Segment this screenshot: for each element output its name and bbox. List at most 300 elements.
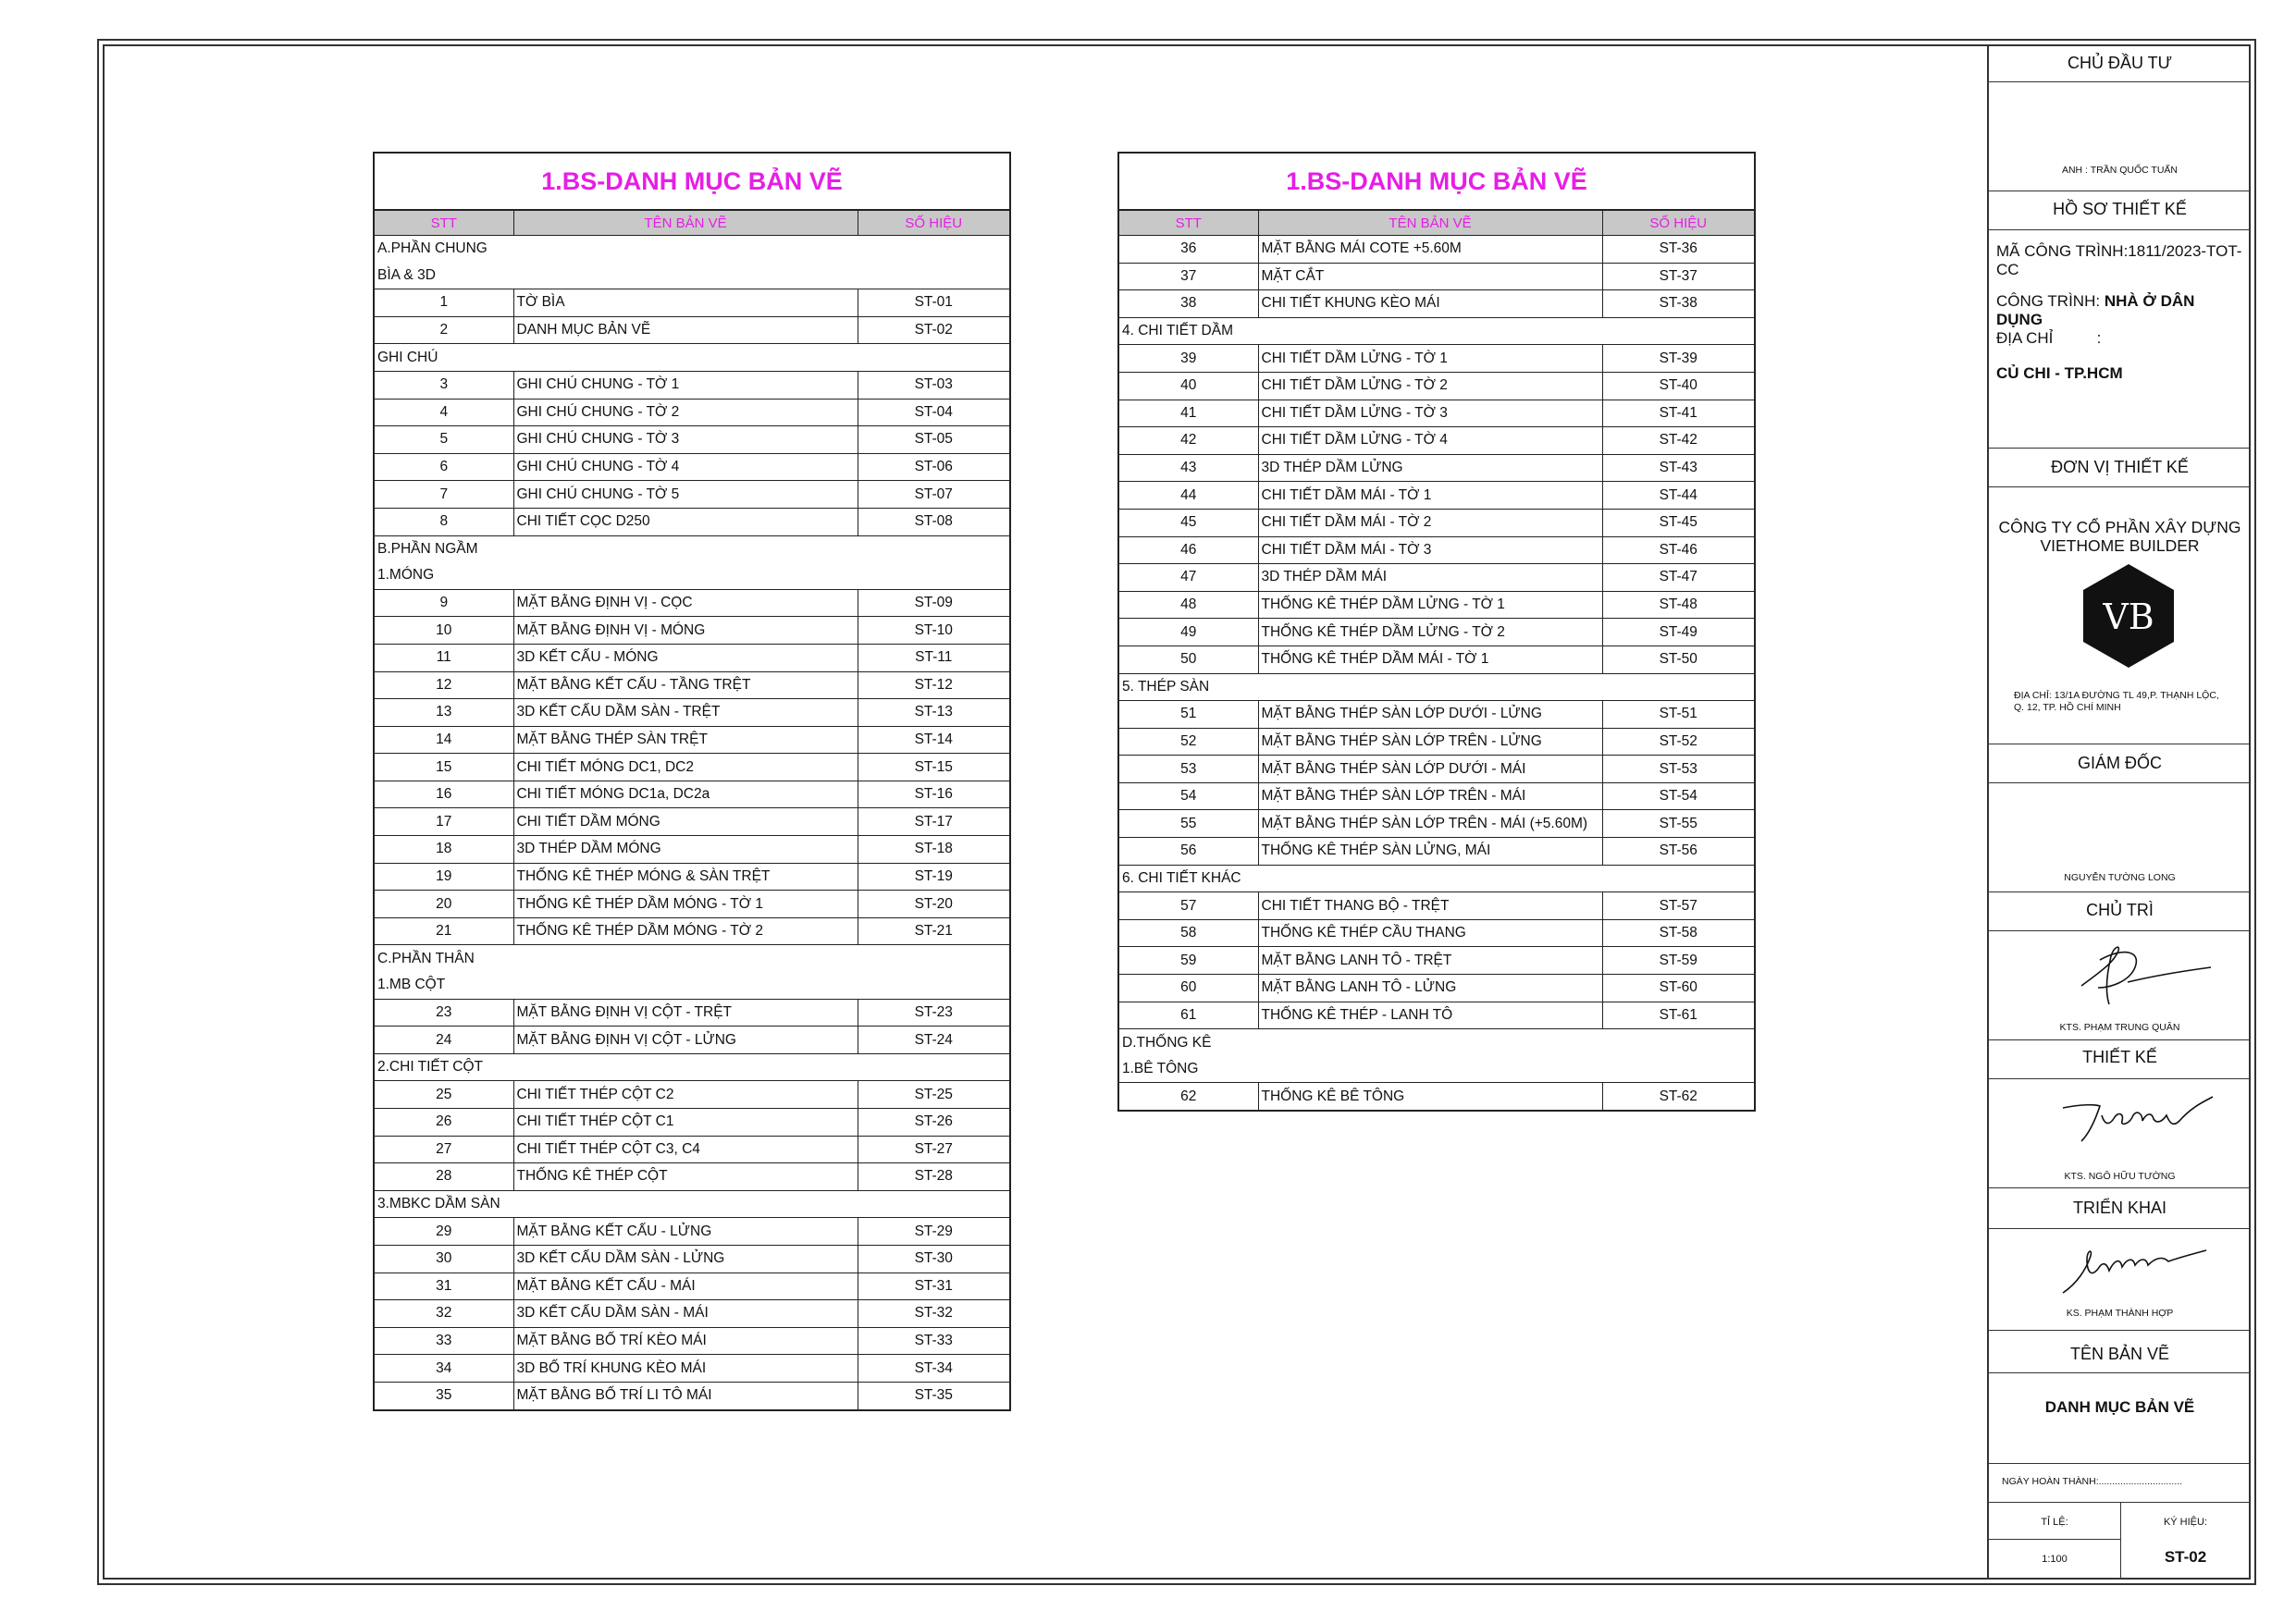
row-name: THỐNG KÊ THÉP DẦM MÓNG - TỜ 1 <box>513 891 858 918</box>
section-label: D.THỐNG KÊ <box>1119 1029 1754 1056</box>
row-name: MẶT BẰNG BỐ TRÍ LI TÔ MÁI <box>513 1382 858 1408</box>
row-name: THỐNG KÊ THÉP DẦM MÓNG - TỜ 2 <box>513 917 858 945</box>
row-code: ST-11 <box>858 644 1009 671</box>
row-code: ST-57 <box>1602 892 1754 920</box>
table-row <box>375 316 1009 344</box>
section-label: 1.MB CỘT <box>377 977 446 993</box>
table-row <box>375 1327 1009 1355</box>
row-code: ST-48 <box>1602 591 1754 619</box>
row-code: ST-16 <box>858 781 1009 808</box>
company-address <box>1989 690 2251 714</box>
row-stt: 49 <box>1119 619 1258 646</box>
company-address-line-1: ĐỊA CHỈ: 13/1A ĐƯỜNG TL 49,P. THẠNH LỘC, <box>2014 690 2219 701</box>
row-code: ST-28 <box>858 1163 1009 1191</box>
deploy-signature-icon <box>2054 1237 2220 1302</box>
row-name: THỐNG KÊ THÉP DẦM LỬNG - TỜ 2 <box>1258 619 1602 646</box>
row-stt: 43 <box>1119 454 1258 482</box>
row-name: 3D THÉP DẦM MÓNG <box>513 836 858 864</box>
row-name: THỐNG KÊ BÊ TÔNG <box>1258 1083 1602 1110</box>
row-stt: 35 <box>375 1382 513 1408</box>
designer-name: KTS. NGÔ HỮU TƯỜNG <box>2064 1171 2176 1182</box>
row-name: GHI CHÚ CHUNG - TỜ 5 <box>513 481 858 509</box>
drawing-list-body <box>1119 236 1754 1111</box>
section-label: 5. THÉP SÀN <box>1119 673 1754 701</box>
table-row <box>375 781 1009 808</box>
row-code: ST-56 <box>1602 838 1754 866</box>
table-row <box>375 1382 1009 1408</box>
row-stt: 53 <box>1119 756 1258 783</box>
row-stt: 58 <box>1119 919 1258 947</box>
row-stt: 44 <box>1119 482 1258 510</box>
row-stt: 24 <box>375 1027 513 1054</box>
row-stt: 23 <box>375 999 513 1027</box>
column-header-code: SỐ HIỆU <box>858 211 1009 236</box>
section-row <box>1119 317 1754 345</box>
table-row <box>375 481 1009 509</box>
row-stt: 19 <box>375 863 513 891</box>
section-label: 3.MBKC DẦM SÀN <box>375 1190 1009 1218</box>
row-name: MẶT BẰNG KẾT CẤU - MÁI <box>513 1273 858 1300</box>
table-row <box>1119 345 1754 373</box>
row-stt: 40 <box>1119 372 1258 400</box>
row-stt: 28 <box>375 1163 513 1191</box>
row-code: ST-13 <box>858 699 1009 727</box>
row-name: MẶT BẰNG BỐ TRÍ KÈO MÁI <box>513 1327 858 1355</box>
table-row <box>1119 1083 1754 1110</box>
row-name: MẶT BẰNG THÉP SÀN TRỆT <box>513 726 858 754</box>
table-row <box>375 999 1009 1027</box>
row-code: ST-60 <box>1602 975 1754 1002</box>
row-stt: 21 <box>375 917 513 945</box>
row-code: ST-12 <box>858 671 1009 699</box>
row-name: MẶT BẰNG THÉP SÀN LỚP DƯỚI - LỬNG <box>1258 701 1602 729</box>
company-line-1: CÔNG TY CỔ PHẦN XÂY DỰNG <box>1998 518 2241 536</box>
table-row <box>375 617 1009 645</box>
section-row <box>375 344 1009 372</box>
completion-date: NGÀY HOÀN THÀNH:............................... <box>2002 1476 2183 1487</box>
row-code: ST-33 <box>858 1327 1009 1355</box>
row-name: TỜ BÌA <box>513 289 858 317</box>
row-name: MẶT BẰNG LANH TÔ - LỬNG <box>1258 975 1602 1002</box>
row-code: ST-54 <box>1602 782 1754 810</box>
row-stt: 18 <box>375 836 513 864</box>
row-name: MẶT BẰNG ĐỊNH VỊ CỘT - TRỆT <box>513 999 858 1027</box>
row-code: ST-23 <box>858 999 1009 1027</box>
table-row <box>1119 810 1754 838</box>
row-code: ST-27 <box>858 1136 1009 1163</box>
row-code: ST-32 <box>858 1300 1009 1328</box>
row-code: ST-51 <box>1602 701 1754 729</box>
design-unit-header: ĐƠN VỊ THIẾT KẾ <box>2051 458 2189 476</box>
row-stt: 33 <box>375 1327 513 1355</box>
table-row <box>1119 975 1754 1002</box>
row-stt: 15 <box>375 754 513 781</box>
table-row <box>375 1109 1009 1137</box>
table-row <box>1119 427 1754 455</box>
table-row <box>1119 756 1754 783</box>
drawing-list-table <box>1119 211 1754 1110</box>
lead-header: CHỦ TRÌ <box>2086 901 2154 919</box>
row-code: ST-47 <box>1602 564 1754 592</box>
table-row <box>375 1163 1009 1191</box>
row-stt: 45 <box>1119 509 1258 536</box>
table-row <box>1119 838 1754 866</box>
row-name: GHI CHÚ CHUNG - TỜ 1 <box>513 371 858 399</box>
scale-label: TỈ LỆ: <box>2041 1517 2068 1528</box>
section-row <box>1119 1056 1754 1083</box>
row-name: MẶT BẰNG KẾT CẤU - LỬNG <box>513 1218 858 1246</box>
drawing-list-title: 1.BS-DANH MỤC BẢN VẼ <box>375 154 1009 211</box>
table-row <box>375 1245 1009 1273</box>
row-stt: 10 <box>375 617 513 645</box>
row-code: ST-52 <box>1602 728 1754 756</box>
section-label: 6. CHI TIẾT KHÁC <box>1119 865 1754 892</box>
title-block <box>1987 44 2251 1580</box>
project-label: CÔNG TRÌNH: <box>1996 292 2101 310</box>
row-code: ST-07 <box>858 481 1009 509</box>
row-code: ST-46 <box>1602 536 1754 564</box>
row-code: ST-49 <box>1602 619 1754 646</box>
row-stt: 16 <box>375 781 513 808</box>
row-stt: 27 <box>375 1136 513 1163</box>
row-stt: 36 <box>1119 236 1258 264</box>
drawing-list-right <box>1117 152 1756 1112</box>
row-name: MẶT BẰNG THÉP SÀN LỚP DƯỚI - MÁI <box>1258 756 1602 783</box>
drawing-list-left <box>373 152 1011 1411</box>
table-row <box>375 671 1009 699</box>
row-code: ST-53 <box>1602 756 1754 783</box>
row-code: ST-20 <box>858 891 1009 918</box>
drawing-name: DANH MỤC BẢN VẼ <box>2044 1398 2195 1416</box>
table-row <box>375 1081 1009 1109</box>
section-row <box>1119 673 1754 701</box>
director-header: GIÁM ĐỐC <box>2077 754 2162 772</box>
row-name: DANH MỤC BẢN VẼ <box>513 316 858 344</box>
table-row <box>375 453 1009 481</box>
row-name: CHI TIẾT THÉP CỘT C2 <box>513 1081 858 1109</box>
row-code: ST-31 <box>858 1273 1009 1300</box>
table-row <box>1119 646 1754 673</box>
table-row <box>375 508 1009 535</box>
row-code: ST-61 <box>1602 1002 1754 1029</box>
row-name: MẶT BẰNG ĐỊNH VỊ - CỌC <box>513 589 858 617</box>
row-name: THỐNG KÊ THÉP CẦU THANG <box>1258 919 1602 947</box>
row-name: GHI CHÚ CHUNG - TỜ 2 <box>513 399 858 426</box>
designer-signature-icon <box>2054 1088 2220 1152</box>
row-name: 3D KẾT CẤU DẦM SÀN - TRỆT <box>513 699 858 727</box>
table-row <box>1119 536 1754 564</box>
project-code: MÃ CÔNG TRÌNH:1811/2023-TOT-CC <box>1996 242 2242 278</box>
row-name: MẶT BẰNG KẾT CẤU - TẦNG TRỆT <box>513 671 858 699</box>
row-code: ST-04 <box>858 399 1009 426</box>
drawing-list-table <box>375 211 1009 1409</box>
row-stt: 5 <box>375 426 513 454</box>
row-stt: 1 <box>375 289 513 317</box>
table-row <box>1119 454 1754 482</box>
table-row <box>1119 782 1754 810</box>
table-row <box>375 399 1009 426</box>
row-stt: 61 <box>1119 1002 1258 1029</box>
row-code: ST-02 <box>858 316 1009 344</box>
row-name: MẶT BẰNG ĐỊNH VỊ - MÓNG <box>513 617 858 645</box>
row-code: ST-62 <box>1602 1083 1754 1110</box>
row-name: MẶT BẰNG MÁI COTE +5.60M <box>1258 236 1602 264</box>
owner-header: CHỦ ĐẦU TƯ <box>2067 54 2173 72</box>
row-stt: 7 <box>375 481 513 509</box>
row-stt: 38 <box>1119 290 1258 318</box>
row-code: ST-15 <box>858 754 1009 781</box>
table-row <box>1119 591 1754 619</box>
row-code: ST-05 <box>858 426 1009 454</box>
row-stt: 42 <box>1119 427 1258 455</box>
row-stt: 34 <box>375 1355 513 1383</box>
row-stt: 54 <box>1119 782 1258 810</box>
table-row <box>1119 400 1754 427</box>
table-row <box>1119 919 1754 947</box>
table-row <box>1119 1002 1754 1029</box>
row-name: CHI TIẾT DẦM LỬNG - TỜ 3 <box>1258 400 1602 427</box>
row-stt: 26 <box>375 1109 513 1137</box>
section-label: BÌA & 3D <box>377 266 436 283</box>
column-header-name: TÊN BẢN VẼ <box>1258 211 1602 236</box>
row-stt: 6 <box>375 453 513 481</box>
row-name: 3D KẾT CẤU - MÓNG <box>513 644 858 671</box>
row-name: 3D KẾT CẤU DẦM SÀN - LỬNG <box>513 1245 858 1273</box>
row-stt: 55 <box>1119 810 1258 838</box>
row-name: CHI TIẾT THÉP CỘT C1 <box>513 1109 858 1137</box>
table-row <box>375 644 1009 671</box>
row-name: CHI TIẾT KHUNG KÈO MÁI <box>1258 290 1602 318</box>
row-code: ST-37 <box>1602 263 1754 290</box>
section-row <box>1119 865 1754 892</box>
company-name <box>1989 518 2251 555</box>
row-stt: 52 <box>1119 728 1258 756</box>
owner-name: ANH : TRẦN QUỐC TUẤN <box>2061 165 2179 176</box>
row-code: ST-41 <box>1602 400 1754 427</box>
row-name: 3D KẾT CẤU DẦM SÀN - MÁI <box>513 1300 858 1328</box>
row-code: ST-42 <box>1602 427 1754 455</box>
row-name: CHI TIẾT DẦM LỬNG - TỜ 1 <box>1258 345 1602 373</box>
row-stt: 3 <box>375 371 513 399</box>
row-name: MẶT BẰNG LANH TÔ - TRỆT <box>1258 947 1602 975</box>
table-row <box>1119 482 1754 510</box>
project-line <box>1989 292 2251 329</box>
row-code: ST-17 <box>858 808 1009 836</box>
drawing-name-header: TÊN BẢN VẼ <box>2069 1345 2170 1363</box>
row-stt: 50 <box>1119 646 1258 673</box>
deploy-header: TRIỂN KHAI <box>2072 1199 2166 1217</box>
column-header-stt: STT <box>1119 211 1258 236</box>
row-code: ST-38 <box>1602 290 1754 318</box>
table-row <box>375 1273 1009 1300</box>
column-header-name: TÊN BẢN VẼ <box>513 211 858 236</box>
row-name: 3D THÉP DẦM LỬNG <box>1258 454 1602 482</box>
row-stt: 9 <box>375 589 513 617</box>
row-stt: 31 <box>375 1273 513 1300</box>
table-row <box>1119 263 1754 290</box>
table-row <box>375 754 1009 781</box>
row-stt: 14 <box>375 726 513 754</box>
row-code: ST-09 <box>858 589 1009 617</box>
row-stt: 32 <box>375 1300 513 1328</box>
row-name: CHI TIẾT DẦM LỬNG - TỜ 4 <box>1258 427 1602 455</box>
row-name: CHI TIẾT DẦM MÓNG <box>513 808 858 836</box>
row-stt: 56 <box>1119 838 1258 866</box>
table-row <box>375 1027 1009 1054</box>
table-row <box>375 891 1009 918</box>
row-name: MẶT BẰNG THÉP SÀN LỚP TRÊN - LỬNG <box>1258 728 1602 756</box>
table-row <box>375 699 1009 727</box>
row-code: ST-50 <box>1602 646 1754 673</box>
row-name: THỐNG KÊ THÉP CỘT <box>513 1163 858 1191</box>
section-label: 1.BÊ TÔNG <box>1122 1061 1199 1077</box>
row-name: THỐNG KÊ THÉP - LANH TÔ <box>1258 1002 1602 1029</box>
row-stt: 57 <box>1119 892 1258 920</box>
section-row <box>375 945 1009 972</box>
row-stt: 30 <box>375 1245 513 1273</box>
row-stt: 25 <box>375 1081 513 1109</box>
company-address-line-2: Q. 12, TP. HỒ CHÍ MINH <box>2014 702 2121 713</box>
director-name: NGUYỄN TƯỜNG LONG <box>2064 872 2176 883</box>
table-row <box>375 1300 1009 1328</box>
row-code: ST-30 <box>858 1245 1009 1273</box>
row-stt: 60 <box>1119 975 1258 1002</box>
table-row <box>375 808 1009 836</box>
table-row <box>375 589 1009 617</box>
row-stt: 29 <box>375 1218 513 1246</box>
row-code: ST-45 <box>1602 509 1754 536</box>
section-row <box>375 263 1009 289</box>
row-code: ST-18 <box>858 836 1009 864</box>
section-row <box>1119 1029 1754 1056</box>
row-name: THỐNG KÊ THÉP MÓNG & SÀN TRỆT <box>513 863 858 891</box>
scale-value: 1:100 <box>2042 1554 2068 1565</box>
row-name: MẶT CẮT <box>1258 263 1602 290</box>
table-row <box>1119 236 1754 264</box>
row-stt: 11 <box>375 644 513 671</box>
row-code: ST-58 <box>1602 919 1754 947</box>
row-code: ST-39 <box>1602 345 1754 373</box>
row-code: ST-40 <box>1602 372 1754 400</box>
section-row <box>375 562 1009 589</box>
row-code: ST-08 <box>858 508 1009 535</box>
table-row <box>375 836 1009 864</box>
drawing-list-body <box>375 236 1009 1409</box>
table-row <box>375 371 1009 399</box>
designer-header: THIẾT KẾ <box>2082 1048 2157 1066</box>
table-row <box>375 1355 1009 1383</box>
table-row <box>1119 372 1754 400</box>
section-label: 2.CHI TIẾT CỘT <box>375 1053 1009 1081</box>
lead-signature-icon <box>2063 940 2220 1014</box>
table-row <box>1119 892 1754 920</box>
table-row <box>375 1136 1009 1163</box>
row-name: CHI TIẾT DẦM MÁI - TỜ 3 <box>1258 536 1602 564</box>
row-stt: 51 <box>1119 701 1258 729</box>
row-stt: 4 <box>375 399 513 426</box>
table-row <box>1119 947 1754 975</box>
design-file-header: HỒ SƠ THIẾT KẾ <box>2053 200 2187 218</box>
section-row <box>375 1053 1009 1081</box>
row-stt: 62 <box>1119 1083 1258 1110</box>
row-name: CHI TIẾT THANG BỘ - TRỆT <box>1258 892 1602 920</box>
row-code: ST-36 <box>1602 236 1754 264</box>
row-stt: 13 <box>375 699 513 727</box>
table-row <box>375 917 1009 945</box>
drawing-list-title: 1.BS-DANH MỤC BẢN VẼ <box>1119 154 1754 211</box>
row-name: MẶT BẰNG THÉP SÀN LỚP TRÊN - MÁI (+5.60M) <box>1258 810 1602 838</box>
row-stt: 2 <box>375 316 513 344</box>
table-row <box>375 426 1009 454</box>
section-label: 4. CHI TIẾT DẦM <box>1119 317 1754 345</box>
row-name: MẶT BẰNG ĐỊNH VỊ CỘT - LỬNG <box>513 1027 858 1054</box>
symbol-label: KÝ HIỆU: <box>2163 1517 2208 1528</box>
address-label: ĐỊA CHỈ : <box>1996 329 2102 347</box>
row-stt: 59 <box>1119 947 1258 975</box>
table-row <box>375 1218 1009 1246</box>
table-row <box>1119 619 1754 646</box>
row-name: CHI TIẾT THÉP CỘT C3, C4 <box>513 1136 858 1163</box>
row-code: ST-14 <box>858 726 1009 754</box>
section-label: B.PHẦN NGẦM <box>375 535 1009 562</box>
row-code: ST-44 <box>1602 482 1754 510</box>
row-code: ST-55 <box>1602 810 1754 838</box>
row-name: 3D THÉP DẦM MÁI <box>1258 564 1602 592</box>
section-label: A.PHẦN CHUNG <box>375 236 1009 263</box>
row-stt: 41 <box>1119 400 1258 427</box>
column-header-stt: STT <box>375 211 513 236</box>
row-code: ST-25 <box>858 1081 1009 1109</box>
company-line-2: VIETHOME BUILDER <box>2040 536 2200 555</box>
row-code: ST-24 <box>858 1027 1009 1054</box>
row-name: 3D BỐ TRÍ KHUNG KÈO MÁI <box>513 1355 858 1383</box>
section-row <box>375 535 1009 562</box>
row-name: THỐNG KÊ THÉP SÀN LỬNG, MÁI <box>1258 838 1602 866</box>
row-stt: 12 <box>375 671 513 699</box>
row-stt: 20 <box>375 891 513 918</box>
row-name: CHI TIẾT MÓNG DC1, DC2 <box>513 754 858 781</box>
row-code: ST-19 <box>858 863 1009 891</box>
table-row <box>375 726 1009 754</box>
table-row <box>1119 564 1754 592</box>
table-row <box>375 863 1009 891</box>
row-code: ST-34 <box>858 1355 1009 1383</box>
row-name: GHI CHÚ CHUNG - TỜ 4 <box>513 453 858 481</box>
row-code: ST-59 <box>1602 947 1754 975</box>
row-name: CHI TIẾT DẦM MÁI - TỜ 2 <box>1258 509 1602 536</box>
table-row <box>1119 701 1754 729</box>
section-row <box>375 1190 1009 1218</box>
row-code: ST-29 <box>858 1218 1009 1246</box>
row-name: THỐNG KÊ THÉP DẦM LỬNG - TỜ 1 <box>1258 591 1602 619</box>
row-code: ST-43 <box>1602 454 1754 482</box>
row-stt: 17 <box>375 808 513 836</box>
row-code: ST-03 <box>858 371 1009 399</box>
table-row <box>375 289 1009 317</box>
section-row <box>375 972 1009 999</box>
logo-text: VB <box>2103 596 2154 637</box>
row-name: GHI CHÚ CHUNG - TỜ 3 <box>513 426 858 454</box>
table-row <box>1119 290 1754 318</box>
table-row <box>1119 728 1754 756</box>
row-stt: 8 <box>375 508 513 535</box>
section-row <box>375 236 1009 263</box>
row-code: ST-35 <box>858 1382 1009 1408</box>
company-logo-icon <box>2081 562 2176 670</box>
symbol-value: ST-02 <box>2164 1548 2207 1566</box>
row-stt: 47 <box>1119 564 1258 592</box>
row-stt: 39 <box>1119 345 1258 373</box>
